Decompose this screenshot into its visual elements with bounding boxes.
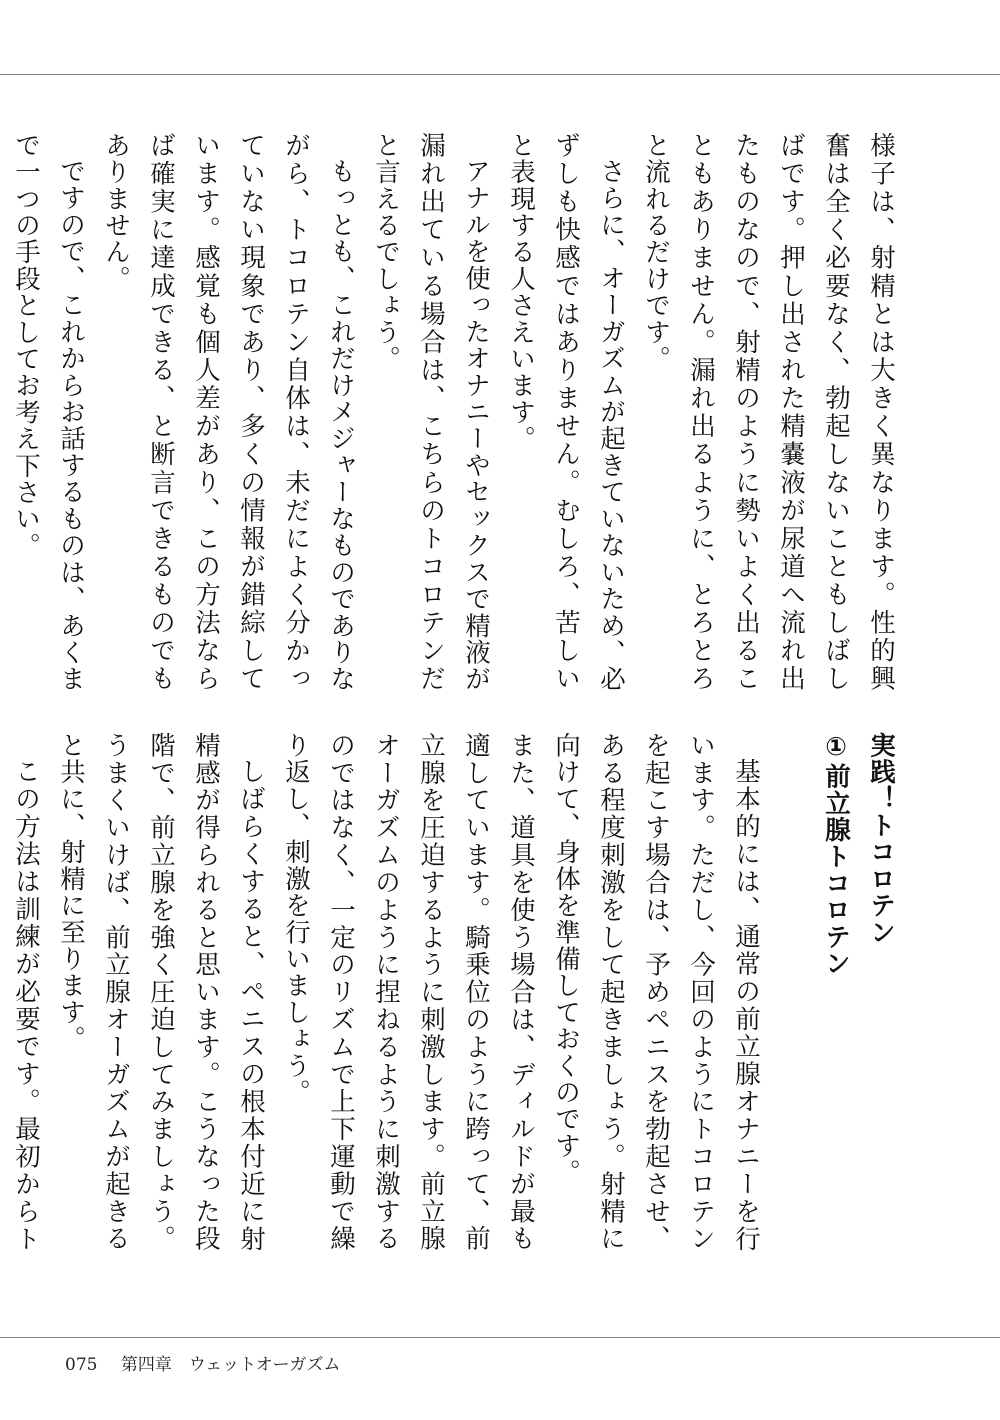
page-number: 075 [65, 1355, 98, 1375]
paragraph: この方法は訓練が必要です。最初からト [11, 757, 41, 1252]
top-rule [0, 74, 1000, 75]
paragraph: しばらくすると、ペニスの根本付近に射精感が得られると思います。こうなった段階で、前立腺を強く圧迫してみましょう。うまくいけば、前立腺オーガズムが起きると共に、射精に至ります。 [56, 732, 266, 1252]
subsection-heading: ①前立腺トコロテン [821, 732, 851, 977]
paragraph: もっとも、これだけメジャーなものでありながら、トコロテン自体は、未だによく分かっていない現象であり、多くの情報が錯綜しています。感覚も個人差があり、この方法ならば確実に達成できる、と断言できるものでもありません。 [101, 132, 356, 692]
bottom-rule [0, 1337, 1000, 1338]
upper-text-block [0, 132, 903, 692]
chapter-title: 第四章 ウェットオーガズム [120, 1355, 341, 1375]
section-heading: 実践！トコロテン [866, 732, 896, 946]
paragraph: 様子は、射精とは大きく異なります。性的興奮は全く必要なく、勃起しないこともしばしばです。押し出された精嚢液が尿道へ流れ出たものなので、射精のように勢いよく出ることもありません。漏れ出るように、とろとろと流れるだけです。 [641, 132, 896, 692]
paragraph: ですので、これからお話するものは、あくまで一つの手段としてお考え下さい。 [11, 132, 86, 692]
lower-text-block [0, 732, 903, 1252]
paragraph: 基本的には、通常の前立腺オナニーを行います。ただし、今回のようにトコロテンを起こす場合は、予めペニスを勃起させ、ある程度刺激をして起きましょう。射精に向けて、身体を準備しておくのです。 [551, 732, 761, 1252]
paragraph: さらに、オーガズムが起きていないため、必ずしも快感ではありません。むしろ、苦しいと表現する人さえいます。 [506, 132, 626, 692]
paragraph: アナルを使ったオナニーやセックスで精液が漏れ出ている場合は、こちらのトコロテンだと言えるでしょう。 [371, 132, 491, 692]
page-footer [65, 1350, 340, 1375]
paragraph [0, 132, 3, 692]
paragraph: また、道具を使う場合は、ディルドが最も適しています。騎乗位のように跨って、前立腺を圧迫するように刺激します。前立腺オーガズムのように捏ねるように刺激するのではなく、一定のリズムで上下運動で繰り返し、刺激を行いましょう。 [281, 732, 536, 1252]
